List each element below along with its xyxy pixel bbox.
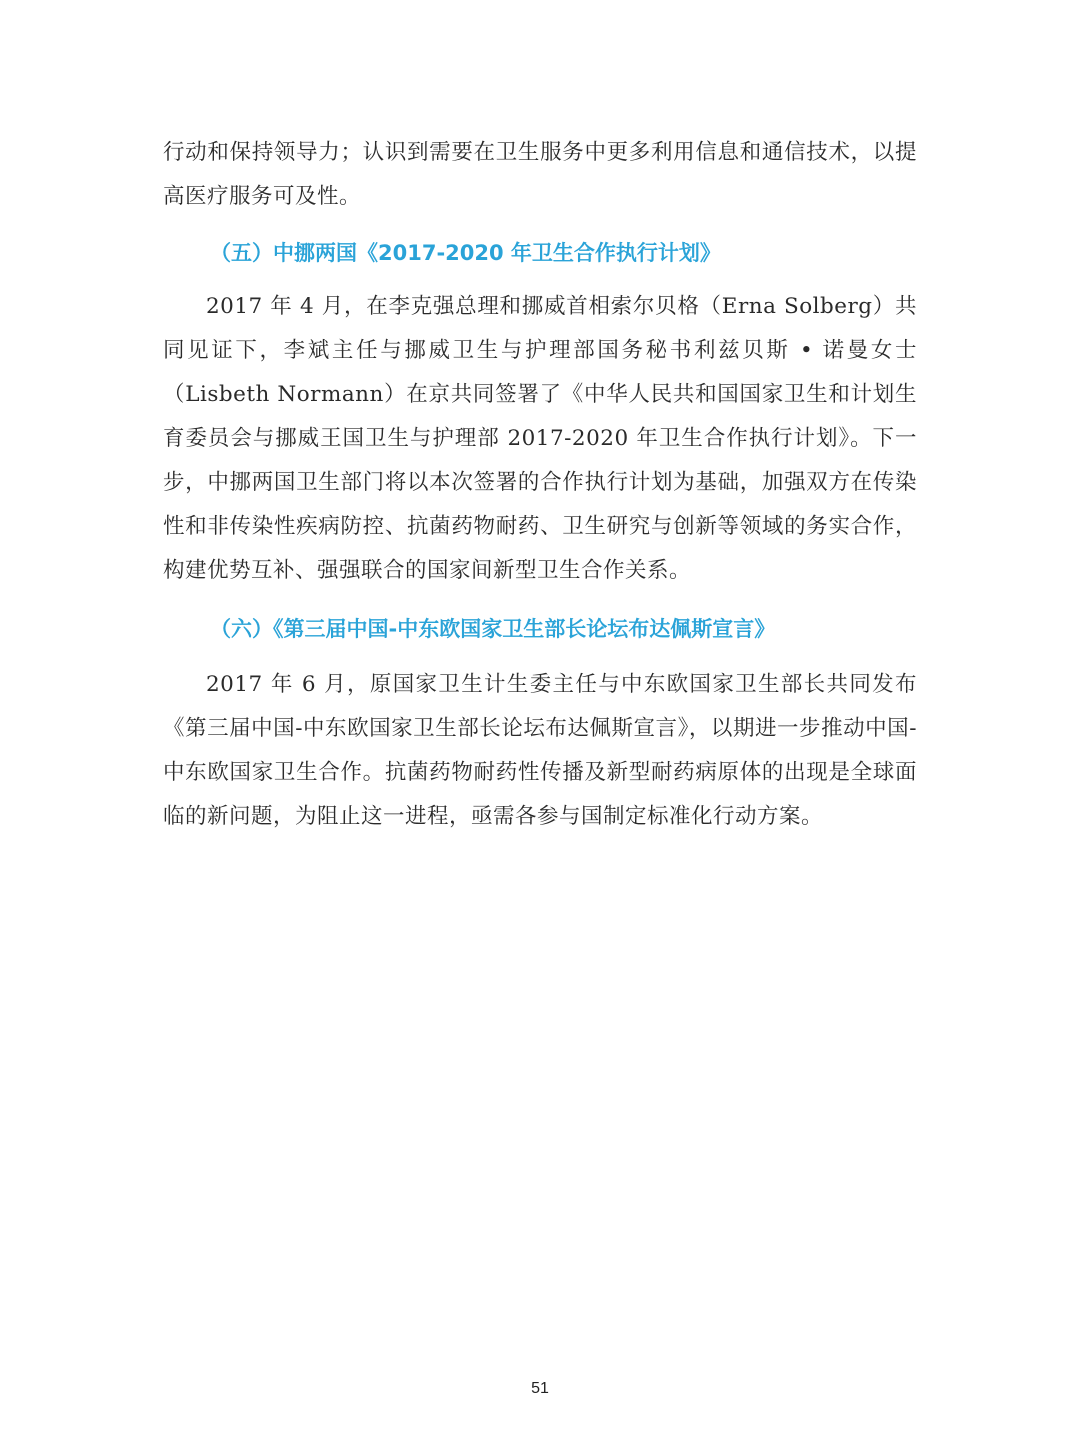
section-5-paragraph: 2017 年 4 月，在李克强总理和挪威首相索尔贝格（Erna Solberg）共同见证下，李斌主任与挪威卫生与护理部国务秘书利兹贝斯 • 诺曼女士（Lisbeth Normann）在京共同签署了《中华人民共和国国家卫生和计划生育委员会与挪威王国卫生与护理部 2017-2020 年卫生合作执行计划》。下一步，中挪两国卫生部门将以本次签署的合作执行计划为基础，加强双方在传染性和非传染性疾病防控、抗菌药物耐药、卫生研究与创新等领域的务实合作，构建优势互补、强强联合的国家间新型卫生合作关系。 [163,294,917,583]
section-heading-6: （六）《第三届中国-中东欧国家卫生部长论坛布达佩斯宣言》 [210,617,776,641]
page-number: 51 [531,1380,549,1397]
section-6-paragraph: 2017 年 6 月，原国家卫生计生委主任与中东欧国家卫生部长共同发布《第三届中国-中东欧国家卫生部长论坛布达佩斯宣言》，以期进一步推动中国-中东欧国家卫生合作。抗菌药物耐药性传播及新型耐药病原体的出现是全球面临的新问题，为阻止这一进程，亟需各参与国制定标准化行动方案。 [163,672,917,829]
paragraph-continued: 行动和保持领导力；认识到需要在卫生服务中更多利用信息和通信技术，以提高医疗服务可及性。 [163,140,917,209]
section-heading-5: （五）中挪两国《2017-2020 年卫生合作执行计划》 [210,241,721,265]
